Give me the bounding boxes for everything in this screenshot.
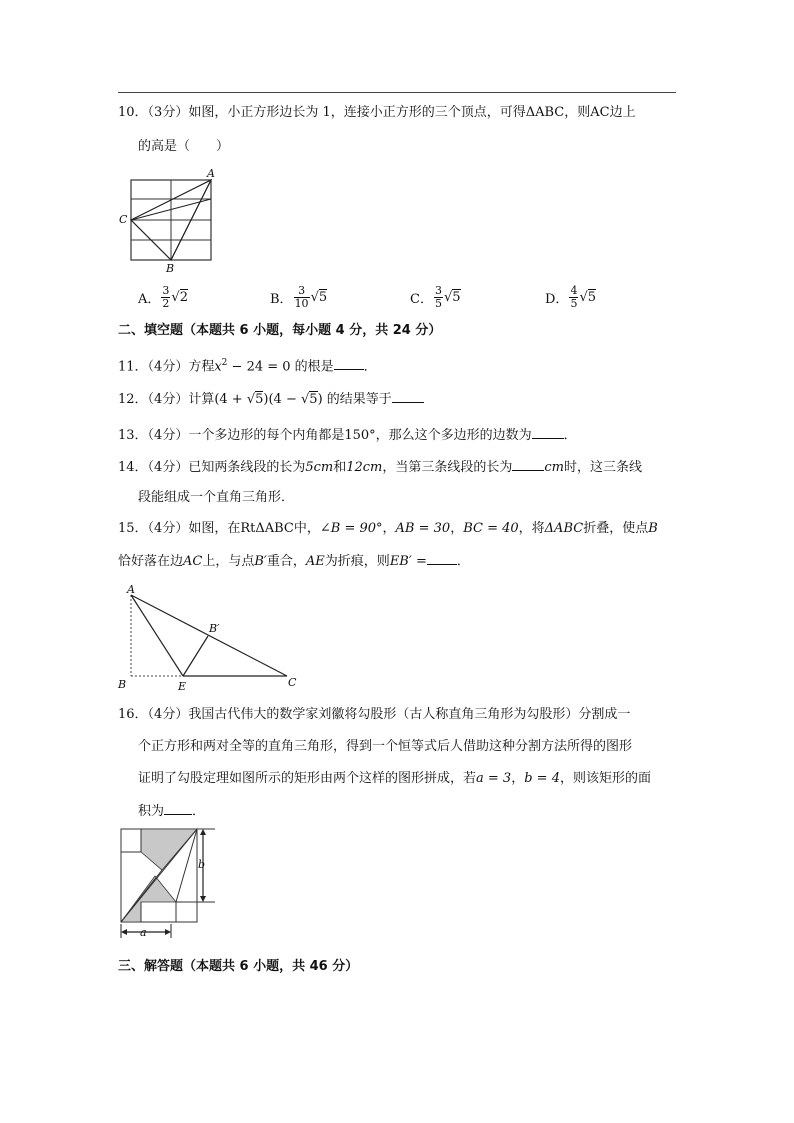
sqrt-icon: √5: [300, 392, 318, 407]
header-rule: [118, 92, 676, 93]
sqrt-icon: √5: [310, 289, 328, 305]
answer-blank: [164, 802, 192, 815]
q11: 11．（4分）方程$x^2 - 24 = 0$ 的根是 ．: [118, 358, 377, 375]
answer-blank: [427, 552, 457, 565]
q15-label-b: B: [118, 678, 127, 691]
q14-line1: 14．（4分）已知两条线段的长为5cm和12cm，当第三条线段的长为 cm时，这三条线: [118, 460, 643, 475]
q10-grid-figure: [115, 166, 220, 276]
q10-line2: 的高是（ ）: [138, 139, 230, 154]
q10-label-c: C: [119, 213, 128, 226]
section-3-heading: 三、解答题（本题共 6 小题，共 46 分）: [118, 959, 359, 974]
q16-line4: 积为 ．: [138, 804, 206, 819]
q10-option-b[interactable]: B． $\frac{3}{10}$ √5: [270, 283, 328, 310]
q16-label-a: a: [140, 926, 147, 939]
sqrt-icon: √5: [443, 289, 461, 305]
q14-line2: 段能组成一个直角三角形．: [138, 490, 295, 505]
answer-blank: [392, 390, 424, 403]
sqrt-icon: √2: [171, 289, 188, 305]
q16-line2: 个正方形和两对全等的直角三角形，得到一个恒等式后人借助这种分割方法所得的图形: [138, 739, 633, 754]
answer-blank: [334, 357, 364, 370]
q16-line1: 16．（4分）我国古代伟大的数学家刘徽将勾股形（古人称直角三角形为勾股形）分割成一: [118, 707, 631, 722]
q15-label-a: A: [127, 583, 135, 596]
sqrt-icon: √5: [579, 289, 597, 305]
section-2-heading: 二、填空题（本题共 6 小题，每小题 4 分，共 24 分）: [118, 323, 442, 338]
q16-line3: 证明了勾股定理如图所示的矩形由两个这样的图形拼成，若a = 3，b = 4，则该矩形的面: [138, 771, 651, 786]
q10-option-c[interactable]: C． $\frac{3}{5}$ √5: [410, 283, 461, 310]
q16-rectangle-figure: [115, 824, 225, 942]
answer-blank: [512, 458, 544, 471]
q13: 13．（4分）一个多边形的每个内角都是150°，那么这个多边形的边数为 ．: [118, 428, 577, 443]
q15-line2: 恰好落在边AC上，与点B′重合，AE为折痕，则EB′ = ．: [118, 554, 470, 569]
q10-label-a: A: [207, 167, 215, 180]
q10-line1: 10．（3分）如图，小正方形边长为 1，连接小正方形的三个顶点，可得ΔABC，则AC边上: [118, 105, 636, 120]
q15-line1: 15．（4分）如图，在RtΔABC中，∠B = 90°，AB = 30，BC = 40，将ΔABC折叠，使点B: [118, 521, 658, 536]
q12: 12．（4分）计算(4 + √5)(4 − √5) 的结果等于: [118, 390, 424, 409]
q15-label-bprime: B′: [209, 622, 220, 635]
answer-blank: [532, 426, 564, 439]
fraction: $\frac{4}{5}$: [570, 283, 578, 310]
q16-label-b: b: [198, 858, 206, 871]
fraction: $\frac{3}{2}$: [162, 283, 170, 310]
q10-label-b: B: [166, 262, 175, 275]
q15-label-c: C: [288, 676, 297, 689]
q10-option-d[interactable]: D． $\frac{4}{5}$ √5: [545, 283, 597, 310]
sqrt-icon: √5: [246, 392, 264, 407]
q15-label-e: E: [178, 680, 187, 692]
q10-option-a[interactable]: A． $\frac{3}{2}$ √2: [138, 283, 188, 310]
fraction: $\frac{3}{5}$: [434, 283, 442, 310]
q15-triangle-figure: [115, 580, 310, 692]
fraction: $\frac{3}{10}$: [294, 283, 309, 310]
